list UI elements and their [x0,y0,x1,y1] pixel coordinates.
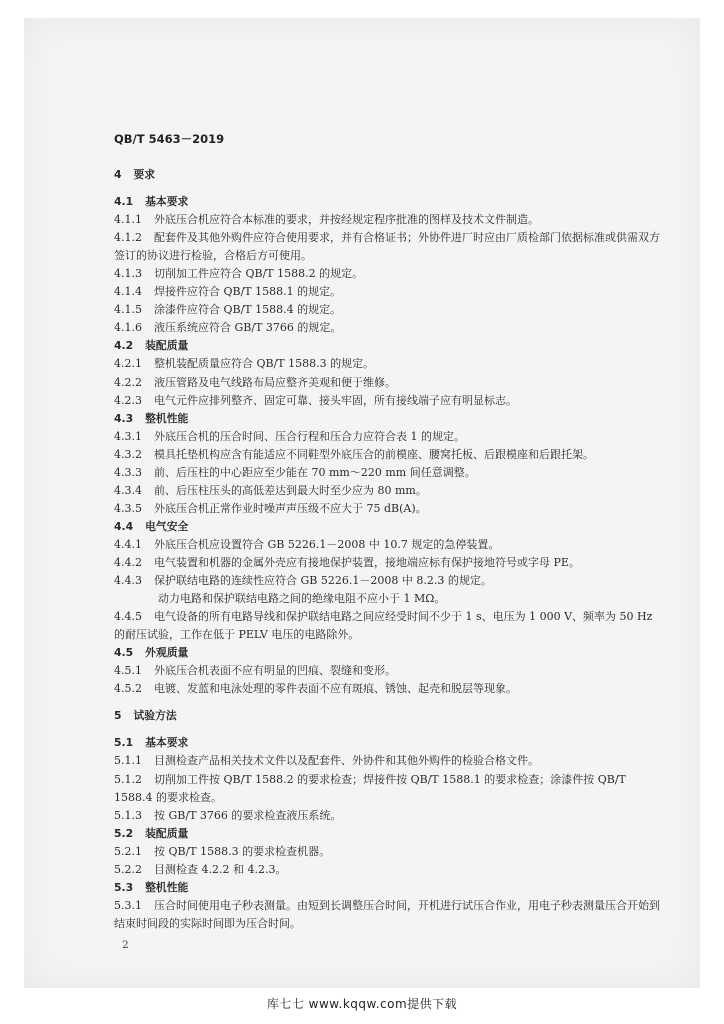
clause-number: 5.2 [114,826,134,840]
clause-number: 4.1.5 [114,303,142,317]
clause-text: 目测检查 4.2.2 和 4.2.3。 [154,862,287,876]
clause-number: 4.1.6 [114,321,142,335]
clause-number: 4.5 [114,646,134,660]
clause-text: 外底压合机应符合本标准的要求，并按经规定程序批准的图样及技术文件制造。 [154,213,539,227]
clause-text: 按 GB/T 3766 的要求检查液压系统。 [154,808,342,822]
section-heading [114,337,666,355]
clause-text: 切削加工件应符合 QB/T 1588.2 的规定。 [154,267,364,281]
section-heading [114,825,666,843]
clause-text: 前、后压柱压头的高低差达到最大时至少应为 80 mm。 [154,483,427,497]
clause-text: 涂漆件应符合 QB/T 1588.4 的规定。 [154,303,342,317]
clause-line [114,301,666,319]
section-title: 整机性能 [145,411,189,425]
clause-line [114,464,666,482]
clause-text: 压合时间使用电子秒表测量。由短到长调整压合时间，开机进行试压合作业，用电子秒表测量压合开始到结束时间段的实际时间即为压合时间。 [114,898,660,930]
clause-number: 5 [114,709,122,723]
clause-number: 4.3.2 [114,447,142,461]
clause-text: 液压系统应符合 GB/T 3766 的规定。 [154,321,342,335]
section-gap [114,725,666,734]
clause-text: 外底压合机表面不应有明显的凹痕、裂缝和变形。 [154,664,396,678]
download-footer: 库七七 www.kqqw.com提供下载 [266,997,458,1011]
clause-text: 模具托垫机构应含有能适应不同鞋型外底压合的前模座、腰窝托板、后跟模座和后跟托架。 [154,447,594,461]
clause-line [114,482,666,500]
clause-number: 4.5.2 [114,682,142,696]
clause-text: 电镀、发蓝和电泳处理的零件表面不应有斑痕、锈蚀、起壳和脱层等现象。 [154,682,517,696]
section-title: 电气安全 [145,519,189,533]
section-heading [114,734,666,752]
clause-number: 5.1.3 [114,808,142,822]
clause-line [114,265,666,283]
clause-number: 5.1 [114,736,134,750]
clause-line [114,771,666,807]
clause-number: 4.5.1 [114,664,142,678]
page-number: 2 [122,939,129,951]
clause-number: 4.3.4 [114,483,142,497]
clause-text: 动力电路和保护联结电路之间的绝缘电阻不应小于 1 MΩ。 [158,592,446,606]
clause-text: 电气元件应排列整齐、固定可靠、接头牢固，所有接线端子应有明显标志。 [154,393,517,407]
clause-text: 整机装配质量应符合 QB/T 1588.3 的规定。 [154,357,375,371]
clause-number: 5.2.2 [114,862,142,876]
clause-number: 4.1.1 [114,213,142,227]
clause-number: 4.3 [114,411,134,425]
clause-line [114,807,666,825]
clause-line [114,446,666,464]
section-heading [114,879,666,897]
clause-line [114,843,666,861]
clause-text: 前、后压柱的中心距应至少能在 70 mm～220 mm 间任意调整。 [154,465,476,479]
clause-number: 4.4.5 [114,610,142,624]
clause-line [114,572,666,590]
clause-number: 5.1.1 [114,754,142,768]
clause-number: 4.1.2 [114,231,142,245]
clause-number: 4.3.1 [114,429,142,443]
clause-number: 4.4.3 [114,574,142,588]
clause-number: 5.3.1 [114,898,142,912]
clause-text: 切削加工件按 QB/T 1588.2 的要求检查；焊接件按 QB/T 1588.1 的要求检查；涂漆件按 QB/T 1588.4 的要求检查。 [114,772,626,804]
section-gap [114,698,666,707]
section-title: 试验方法 [133,709,177,723]
clause-number: 5.2.1 [114,844,142,858]
section-title: 外观质量 [145,646,189,660]
section-gap [114,184,666,193]
clause-line [114,374,666,392]
clause-line [114,536,666,554]
clause-line [114,392,666,410]
clause-number: 4 [114,168,122,181]
clause-number: 4.1.3 [114,267,142,281]
section-heading [114,410,666,428]
clause-number: 4.1 [114,195,134,209]
section-title: 整机性能 [145,880,189,894]
clause-text: 外底压合机应设置符合 GB 5226.1－2008 中 10.7 规定的急停装置。 [154,537,500,551]
clause-number: 4.2.3 [114,393,142,407]
clause-number: 4.4.1 [114,537,142,551]
clause-line [114,355,666,373]
section-heading [114,166,666,184]
clause-number: 4.4 [114,519,134,533]
clause-text: 电气装置和机器的金属外壳应有接地保护装置，接地端应标有保护接地符号或字母 PE。 [154,555,580,569]
clause-number: 4.2.2 [114,375,142,389]
clause-number: 4.2.1 [114,357,142,371]
clause-text: 目测检查产品相关技术文件以及配套件、外协件和其他外购件的检验合格文件。 [154,754,539,768]
document-body [114,166,666,933]
section-title: 基本要求 [145,195,189,209]
standard-number: QB/T 5463－2019 [114,132,225,146]
clause-line [114,283,666,301]
section-title: 基本要求 [145,736,189,750]
section-heading [114,707,666,725]
section-heading [114,193,666,211]
clause-text: 外底压合机的压合时间、压合行程和压合力应符合表 1 的规定。 [154,429,465,443]
section-title: 装配质量 [145,826,189,840]
clause-number: 4.2 [114,339,134,353]
clause-line [114,608,666,644]
clause-number: 4.3.3 [114,465,142,479]
clause-line [114,680,666,698]
section-title: 装配质量 [145,339,189,353]
clause-line [114,211,666,229]
clause-text: 液压管路及电气线路布局应整齐美观和便于维修。 [154,375,396,389]
clause-number: 5.3 [114,880,134,894]
clause-line [114,428,666,446]
clause-line [114,861,666,879]
clause-number: 5.1.2 [114,772,142,786]
section-heading [114,518,666,536]
document-page [24,18,700,988]
clause-text: 按 QB/T 1588.3 的要求检查机器。 [154,844,331,858]
clause-line [114,752,666,770]
clause-line [114,590,666,608]
clause-line [114,319,666,337]
clause-number: 4.3.5 [114,501,142,515]
clause-text: 电气设备的所有电路导线和保护联结电路之间应经受时间不少于 1 s、电压为 1 000 V、频率为 50 Hz 的耐压试验，工作在低于 PELV 电压的电路除外。 [114,610,653,642]
clause-text: 保护联结电路的连续性应符合 GB 5226.1－2008 中 8.2.3 的规定。 [154,574,492,588]
clause-text: 配套件及其他外购件应符合使用要求，并有合格证书；外协件进厂时应由厂质检部门依据标准或供需双方签订的协议进行检验，合格后方可使用。 [114,231,660,263]
clause-line [114,229,666,265]
clause-text: 外底压合机正常作业时噪声声压级不应大于 75 dB(A)。 [154,501,427,515]
section-title: 要求 [133,168,156,181]
clause-number: 4.1.4 [114,285,142,299]
clause-text: 焊接件应符合 QB/T 1588.1 的规定。 [154,285,342,299]
clause-line [114,897,666,933]
clause-number: 4.4.2 [114,555,142,569]
clause-line [114,554,666,572]
clause-line [114,662,666,680]
section-heading [114,644,666,662]
clause-line [114,500,666,518]
